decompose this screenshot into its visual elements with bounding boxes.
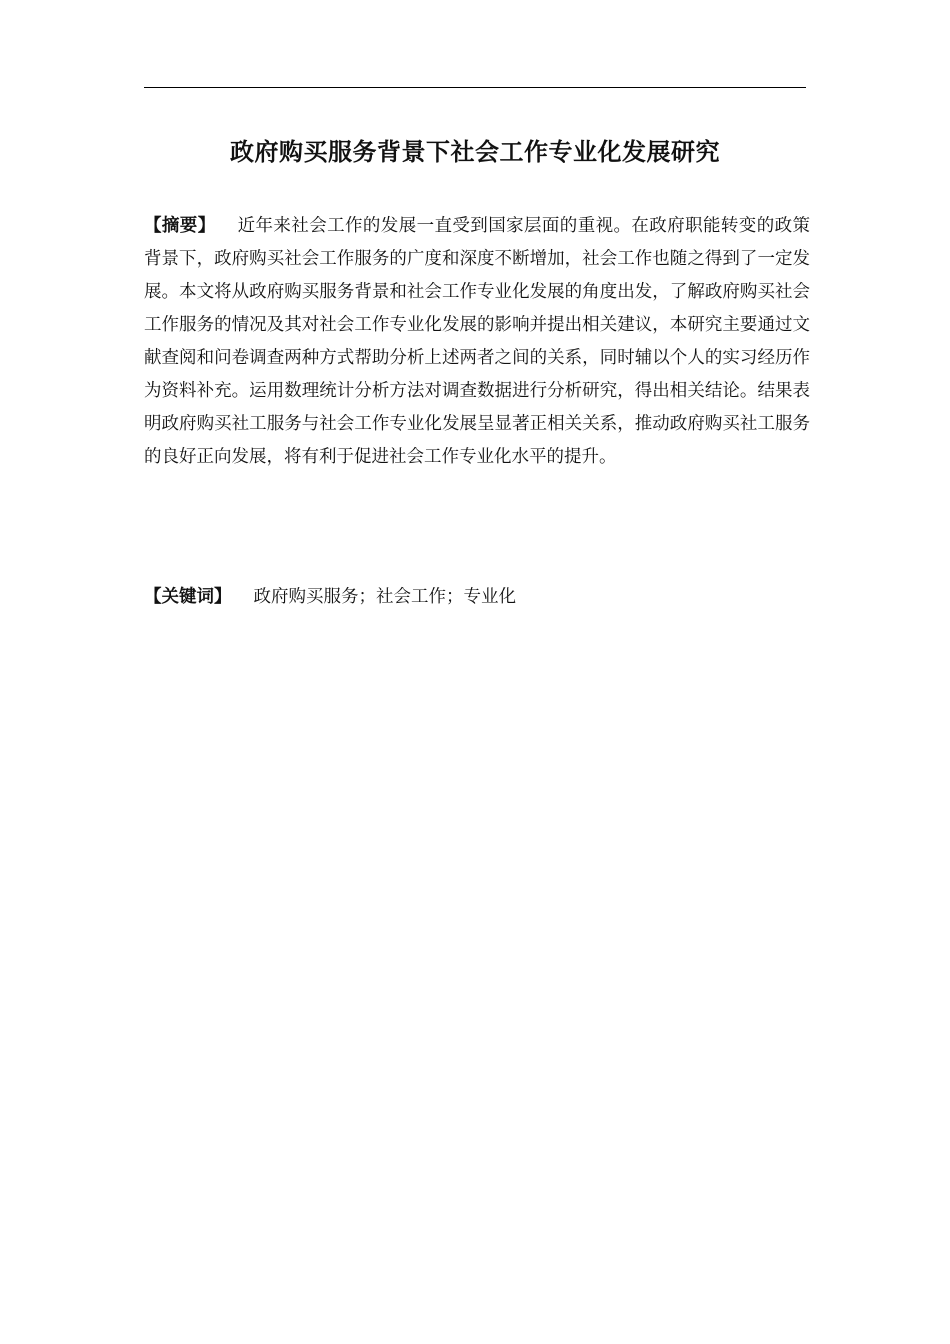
header-rule	[144, 87, 806, 88]
abstract-label: 【摘要】	[144, 216, 216, 236]
abstract-paragraph	[144, 210, 810, 474]
keywords-paragraph	[144, 581, 806, 614]
keywords-text: 政府购买服务；社会工作；专业化	[253, 587, 516, 607]
document-title: 政府购买服务背景下社会工作专业化发展研究	[230, 138, 720, 166]
abstract-text: 近年来社会工作的发展一直受到国家层面的重视。在政府职能转变的政策背景下，政府购买社会工作服务的广度和深度不断增加，社会工作也随之得到了一定发展。本文将从政府购买服务背景和社会工作专业化发展的角度出发，了解政府购买社会工作服务的情况及其对社会工作专业化发展的影响并提出相关建议，本研究主要通过文献查阅和问卷调查两种方式帮助分析上述两者之间的关系，同时辅以个人的实习经历作为资料补充。运用数理统计分析方法对调查数据进行分析研究，得出相关结论。结果表明政府购买社工服务与社会工作专业化发展呈显著正相关关系，推动政府购买社工服务的良好正向发展，将有利于促进社会工作专业化水平的提升。	[144, 216, 811, 467]
keywords-label: 【关键词】	[144, 587, 232, 607]
